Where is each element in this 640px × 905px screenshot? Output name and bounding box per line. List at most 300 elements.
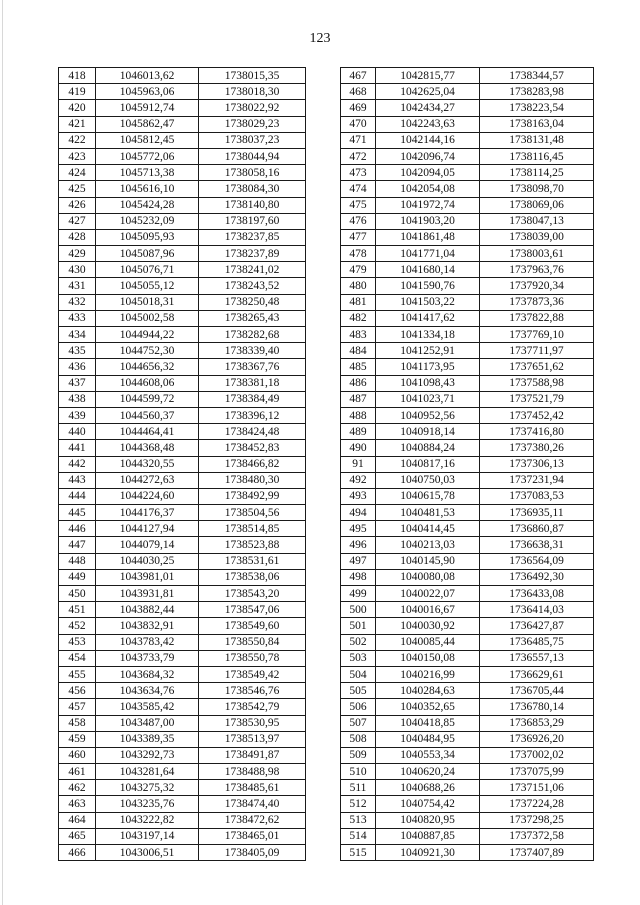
point-number-cell: 475: [341, 197, 376, 213]
table-row: [341, 796, 594, 812]
table-row: [59, 278, 306, 294]
point-number-cell: 453: [59, 634, 96, 650]
x-coordinate-cell: 1045963,06: [96, 84, 199, 100]
y-coordinate-cell: 1738466,82: [199, 456, 306, 472]
y-coordinate-cell: 1738543,20: [199, 586, 306, 602]
x-coordinate-cell: 1045002,58: [96, 310, 199, 326]
y-coordinate-cell: 1738140,80: [199, 197, 306, 213]
y-coordinate-cell: 1738492,99: [199, 488, 306, 504]
point-number-cell: 444: [59, 488, 96, 504]
x-coordinate-cell: 1040750,03: [376, 472, 480, 488]
table-row: [341, 845, 594, 861]
table-row: [341, 618, 594, 634]
x-coordinate-cell: 1045055,12: [96, 278, 199, 294]
x-coordinate-cell: 1043832,91: [96, 618, 199, 634]
x-coordinate-cell: 1044079,14: [96, 537, 199, 553]
table-row: [341, 197, 594, 213]
y-coordinate-cell: 1736414,03: [480, 602, 594, 618]
table-row: [59, 650, 306, 666]
x-coordinate-cell: 1040418,85: [376, 715, 480, 731]
point-number-cell: 469: [341, 100, 376, 116]
point-number-cell: 426: [59, 197, 96, 213]
y-coordinate-cell: 1738531,61: [199, 553, 306, 569]
x-coordinate-cell: 1043275,32: [96, 780, 199, 796]
table-row: [59, 796, 306, 812]
table-row: [341, 424, 594, 440]
y-coordinate-cell: 1738424,48: [199, 424, 306, 440]
point-number-cell: 462: [59, 780, 96, 796]
point-number-cell: 486: [341, 375, 376, 391]
point-number-cell: 439: [59, 407, 96, 423]
point-number-cell: 459: [59, 731, 96, 747]
y-coordinate-cell: 1738546,76: [199, 683, 306, 699]
x-coordinate-cell: 1043197,14: [96, 828, 199, 844]
table-row: [59, 375, 306, 391]
x-coordinate-cell: 1040620,24: [376, 764, 480, 780]
point-number-cell: 494: [341, 505, 376, 521]
x-coordinate-cell: 1044608,06: [96, 375, 199, 391]
point-number-cell: 476: [341, 213, 376, 229]
point-number-cell: 421: [59, 116, 96, 132]
point-number-cell: 515: [341, 845, 376, 861]
y-coordinate-cell: 1737651,62: [480, 359, 594, 375]
table-row: [59, 553, 306, 569]
point-number-cell: 434: [59, 327, 96, 343]
point-number-cell: 474: [341, 181, 376, 197]
table-row: [59, 731, 306, 747]
x-coordinate-cell: 1040030,92: [376, 618, 480, 634]
y-coordinate-cell: 1737151,06: [480, 780, 594, 796]
y-coordinate-cell: 1738018,30: [199, 84, 306, 100]
table-row: [341, 327, 594, 343]
point-number-cell: 445: [59, 505, 96, 521]
point-number-cell: 467: [341, 68, 376, 84]
table-row: [59, 165, 306, 181]
point-number-cell: 484: [341, 343, 376, 359]
point-number-cell: 448: [59, 553, 96, 569]
point-number-cell: 443: [59, 472, 96, 488]
table-row: [341, 213, 594, 229]
table-row: [341, 683, 594, 699]
x-coordinate-cell: 1040414,45: [376, 521, 480, 537]
y-coordinate-cell: 1738339,40: [199, 343, 306, 359]
table-row: [341, 456, 594, 472]
x-coordinate-cell: 1045772,06: [96, 148, 199, 164]
table-row: [59, 747, 306, 763]
coordinates-table-left: [58, 67, 306, 861]
point-number-cell: 435: [59, 343, 96, 359]
table-row: [59, 197, 306, 213]
point-number-cell: 440: [59, 424, 96, 440]
x-coordinate-cell: 1042434,27: [376, 100, 480, 116]
point-number-cell: 481: [341, 294, 376, 310]
x-coordinate-cell: 1041173,95: [376, 359, 480, 375]
x-coordinate-cell: 1044599,72: [96, 391, 199, 407]
table-row: [59, 310, 306, 326]
x-coordinate-cell: 1041252,91: [376, 343, 480, 359]
point-number-cell: 492: [341, 472, 376, 488]
table-row: [59, 634, 306, 650]
x-coordinate-cell: 1044224,60: [96, 488, 199, 504]
y-coordinate-cell: 1738504,56: [199, 505, 306, 521]
table-row: [59, 100, 306, 116]
point-number-cell: 480: [341, 278, 376, 294]
table-row: [59, 132, 306, 148]
y-coordinate-cell: 1738116,45: [480, 148, 594, 164]
x-coordinate-cell: 1040284,63: [376, 683, 480, 699]
y-coordinate-cell: 1738550,84: [199, 634, 306, 650]
x-coordinate-cell: 1043981,01: [96, 569, 199, 585]
y-coordinate-cell: 1737380,26: [480, 440, 594, 456]
point-number-cell: 512: [341, 796, 376, 812]
point-number-cell: 452: [59, 618, 96, 634]
x-coordinate-cell: 1041903,20: [376, 213, 480, 229]
y-coordinate-cell: 1738058,16: [199, 165, 306, 181]
table-row: [341, 505, 594, 521]
point-number-cell: 447: [59, 537, 96, 553]
coordinates-table-right: [340, 67, 594, 861]
y-coordinate-cell: 1737224,28: [480, 796, 594, 812]
table-row: [59, 440, 306, 456]
point-number-cell: 424: [59, 165, 96, 181]
point-number-cell: 485: [341, 359, 376, 375]
y-coordinate-cell: 1738131,48: [480, 132, 594, 148]
scan-edge-line: [2, 0, 3, 905]
table-row: [341, 246, 594, 262]
y-coordinate-cell: 1738472,62: [199, 812, 306, 828]
x-coordinate-cell: 1043585,42: [96, 699, 199, 715]
x-coordinate-cell: 1044752,30: [96, 343, 199, 359]
x-coordinate-cell: 1040481,53: [376, 505, 480, 521]
y-coordinate-cell: 1737822,88: [480, 310, 594, 326]
x-coordinate-cell: 1043783,42: [96, 634, 199, 650]
y-coordinate-cell: 1738282,68: [199, 327, 306, 343]
point-number-cell: 489: [341, 424, 376, 440]
point-number-cell: 496: [341, 537, 376, 553]
table-row: [341, 84, 594, 100]
point-number-cell: 470: [341, 116, 376, 132]
table-row: [59, 116, 306, 132]
x-coordinate-cell: 1044176,37: [96, 505, 199, 521]
x-coordinate-cell: 1045095,93: [96, 229, 199, 245]
x-coordinate-cell: 1045424,28: [96, 197, 199, 213]
x-coordinate-cell: 1040918,14: [376, 424, 480, 440]
y-coordinate-cell: 1736853,29: [480, 715, 594, 731]
point-number-cell: 91: [341, 456, 376, 472]
x-coordinate-cell: 1043389,35: [96, 731, 199, 747]
table-row: [59, 294, 306, 310]
point-number-cell: 420: [59, 100, 96, 116]
y-coordinate-cell: 1737075,99: [480, 764, 594, 780]
y-coordinate-cell: 1738044,94: [199, 148, 306, 164]
y-coordinate-cell: 1738491,87: [199, 747, 306, 763]
table-row: [59, 812, 306, 828]
point-number-cell: 427: [59, 213, 96, 229]
y-coordinate-cell: 1736492,30: [480, 569, 594, 585]
point-number-cell: 495: [341, 521, 376, 537]
y-coordinate-cell: 1736629,61: [480, 666, 594, 682]
x-coordinate-cell: 1042094,05: [376, 165, 480, 181]
point-number-cell: 456: [59, 683, 96, 699]
x-coordinate-cell: 1045812,45: [96, 132, 199, 148]
y-coordinate-cell: 1737083,53: [480, 488, 594, 504]
page-number: 123: [309, 31, 331, 46]
x-coordinate-cell: 1044368,48: [96, 440, 199, 456]
point-number-cell: 503: [341, 650, 376, 666]
point-number-cell: 507: [341, 715, 376, 731]
y-coordinate-cell: 1736926,20: [480, 731, 594, 747]
y-coordinate-cell: 1737920,34: [480, 278, 594, 294]
table-row: [59, 602, 306, 618]
y-coordinate-cell: 1736638,31: [480, 537, 594, 553]
table-row: [59, 68, 306, 84]
table-row: [341, 165, 594, 181]
table-row: [59, 828, 306, 844]
y-coordinate-cell: 1738098,70: [480, 181, 594, 197]
point-number-cell: 513: [341, 812, 376, 828]
y-coordinate-cell: 1738197,60: [199, 213, 306, 229]
y-coordinate-cell: 1736557,13: [480, 650, 594, 666]
table-row: [341, 521, 594, 537]
point-number-cell: 483: [341, 327, 376, 343]
x-coordinate-cell: 1042096,74: [376, 148, 480, 164]
y-coordinate-cell: 1736564,09: [480, 553, 594, 569]
point-number-cell: 471: [341, 132, 376, 148]
table-row: [341, 699, 594, 715]
point-number-cell: 425: [59, 181, 96, 197]
y-coordinate-cell: 1738022,92: [199, 100, 306, 116]
point-number-cell: 451: [59, 602, 96, 618]
y-coordinate-cell: 1737963,76: [480, 262, 594, 278]
y-coordinate-cell: 1738550,78: [199, 650, 306, 666]
coordinates-table-right-body: [341, 68, 594, 861]
y-coordinate-cell: 1737588,98: [480, 375, 594, 391]
y-coordinate-cell: 1738029,23: [199, 116, 306, 132]
y-coordinate-cell: 1737452,42: [480, 407, 594, 423]
table-row: [341, 343, 594, 359]
point-number-cell: 473: [341, 165, 376, 181]
table-row: [341, 537, 594, 553]
y-coordinate-cell: 1736935,11: [480, 505, 594, 521]
table-row: [59, 666, 306, 682]
y-coordinate-cell: 1738485,61: [199, 780, 306, 796]
table-row: [59, 780, 306, 796]
x-coordinate-cell: 1040145,90: [376, 553, 480, 569]
point-number-cell: 441: [59, 440, 96, 456]
table-row: [59, 618, 306, 634]
x-coordinate-cell: 1041861,48: [376, 229, 480, 245]
x-coordinate-cell: 1041023,71: [376, 391, 480, 407]
y-coordinate-cell: 1736485,75: [480, 634, 594, 650]
point-number-cell: 477: [341, 229, 376, 245]
table-row: [341, 666, 594, 682]
x-coordinate-cell: 1042144,16: [376, 132, 480, 148]
table-row: [59, 359, 306, 375]
table-row: [341, 828, 594, 844]
x-coordinate-cell: 1044272,63: [96, 472, 199, 488]
point-number-cell: 497: [341, 553, 376, 569]
table-row: [59, 715, 306, 731]
x-coordinate-cell: 1041417,62: [376, 310, 480, 326]
table-row: [59, 391, 306, 407]
x-coordinate-cell: 1044030,25: [96, 553, 199, 569]
table-row: [341, 229, 594, 245]
point-number-cell: 479: [341, 262, 376, 278]
x-coordinate-cell: 1041503,22: [376, 294, 480, 310]
x-coordinate-cell: 1045087,96: [96, 246, 199, 262]
table-row: [341, 294, 594, 310]
point-number-cell: 478: [341, 246, 376, 262]
point-number-cell: 498: [341, 569, 376, 585]
y-coordinate-cell: 1738283,98: [480, 84, 594, 100]
y-coordinate-cell: 1738344,57: [480, 68, 594, 84]
y-coordinate-cell: 1736860,87: [480, 521, 594, 537]
point-number-cell: 438: [59, 391, 96, 407]
x-coordinate-cell: 1040484,95: [376, 731, 480, 747]
x-coordinate-cell: 1041680,14: [376, 262, 480, 278]
y-coordinate-cell: 1738480,30: [199, 472, 306, 488]
point-number-cell: 431: [59, 278, 96, 294]
y-coordinate-cell: 1738530,95: [199, 715, 306, 731]
point-number-cell: 454: [59, 650, 96, 666]
table-row: [341, 634, 594, 650]
y-coordinate-cell: 1738039,00: [480, 229, 594, 245]
table-row: [341, 747, 594, 763]
table-row: [59, 537, 306, 553]
table-row: [341, 132, 594, 148]
point-number-cell: 465: [59, 828, 96, 844]
coordinates-table-left-body: [59, 68, 306, 861]
point-number-cell: 464: [59, 812, 96, 828]
point-number-cell: 472: [341, 148, 376, 164]
table-row: [59, 84, 306, 100]
x-coordinate-cell: 1043222,82: [96, 812, 199, 828]
y-coordinate-cell: 1737306,13: [480, 456, 594, 472]
x-coordinate-cell: 1043235,76: [96, 796, 199, 812]
x-coordinate-cell: 1044464,41: [96, 424, 199, 440]
table-row: [341, 472, 594, 488]
y-coordinate-cell: 1737002,02: [480, 747, 594, 763]
table-row: [341, 391, 594, 407]
x-coordinate-cell: 1043487,00: [96, 715, 199, 731]
y-coordinate-cell: 1738538,06: [199, 569, 306, 585]
table-row: [341, 780, 594, 796]
y-coordinate-cell: 1738084,30: [199, 181, 306, 197]
table-row: [59, 505, 306, 521]
point-number-cell: 461: [59, 764, 96, 780]
x-coordinate-cell: 1040820,95: [376, 812, 480, 828]
point-number-cell: 508: [341, 731, 376, 747]
x-coordinate-cell: 1040688,26: [376, 780, 480, 796]
x-coordinate-cell: 1044944,22: [96, 327, 199, 343]
x-coordinate-cell: 1043634,76: [96, 683, 199, 699]
y-coordinate-cell: 1738003,61: [480, 246, 594, 262]
x-coordinate-cell: 1043882,44: [96, 602, 199, 618]
x-coordinate-cell: 1040085,44: [376, 634, 480, 650]
point-number-cell: 460: [59, 747, 96, 763]
point-number-cell: 437: [59, 375, 96, 391]
y-coordinate-cell: 1738452,83: [199, 440, 306, 456]
x-coordinate-cell: 1041590,76: [376, 278, 480, 294]
table-row: [341, 731, 594, 747]
x-coordinate-cell: 1040213,03: [376, 537, 480, 553]
x-coordinate-cell: 1041098,43: [376, 375, 480, 391]
point-number-cell: 505: [341, 683, 376, 699]
point-number-cell: 482: [341, 310, 376, 326]
table-row: [341, 262, 594, 278]
y-coordinate-cell: 1738547,06: [199, 602, 306, 618]
x-coordinate-cell: 1040080,08: [376, 569, 480, 585]
x-coordinate-cell: 1042243,63: [376, 116, 480, 132]
y-coordinate-cell: 1737521,79: [480, 391, 594, 407]
y-coordinate-cell: 1736433,08: [480, 586, 594, 602]
point-number-cell: 488: [341, 407, 376, 423]
x-coordinate-cell: 1040921,30: [376, 845, 480, 861]
table-row: [59, 764, 306, 780]
y-coordinate-cell: 1736705,44: [480, 683, 594, 699]
point-number-cell: 423: [59, 148, 96, 164]
x-coordinate-cell: 1043006,51: [96, 845, 199, 861]
x-coordinate-cell: 1046013,62: [96, 68, 199, 84]
y-coordinate-cell: 1738514,85: [199, 521, 306, 537]
point-number-cell: 442: [59, 456, 96, 472]
x-coordinate-cell: 1045616,10: [96, 181, 199, 197]
point-number-cell: 466: [59, 845, 96, 861]
table-row: [341, 181, 594, 197]
x-coordinate-cell: 1040022,07: [376, 586, 480, 602]
x-coordinate-cell: 1040884,24: [376, 440, 480, 456]
point-number-cell: 487: [341, 391, 376, 407]
table-row: [341, 553, 594, 569]
table-row: [341, 602, 594, 618]
table-row: [59, 569, 306, 585]
x-coordinate-cell: 1040615,78: [376, 488, 480, 504]
table-row: [341, 278, 594, 294]
table-row: [341, 764, 594, 780]
point-number-cell: 428: [59, 229, 96, 245]
point-number-cell: 510: [341, 764, 376, 780]
point-number-cell: 457: [59, 699, 96, 715]
point-number-cell: 502: [341, 634, 376, 650]
x-coordinate-cell: 1042815,77: [376, 68, 480, 84]
table-row: [341, 148, 594, 164]
table-row: [341, 650, 594, 666]
y-coordinate-cell: 1738405,09: [199, 845, 306, 861]
x-coordinate-cell: 1043684,32: [96, 666, 199, 682]
x-coordinate-cell: 1044320,55: [96, 456, 199, 472]
table-row: [59, 407, 306, 423]
y-coordinate-cell: 1738367,76: [199, 359, 306, 375]
x-coordinate-cell: 1041771,04: [376, 246, 480, 262]
x-coordinate-cell: 1045862,47: [96, 116, 199, 132]
point-number-cell: 511: [341, 780, 376, 796]
y-coordinate-cell: 1737407,89: [480, 845, 594, 861]
x-coordinate-cell: 1044560,37: [96, 407, 199, 423]
point-number-cell: 514: [341, 828, 376, 844]
table-row: [59, 699, 306, 715]
y-coordinate-cell: 1737873,36: [480, 294, 594, 310]
point-number-cell: 446: [59, 521, 96, 537]
x-coordinate-cell: 1043931,81: [96, 586, 199, 602]
y-coordinate-cell: 1738265,43: [199, 310, 306, 326]
point-number-cell: 509: [341, 747, 376, 763]
y-coordinate-cell: 1738223,54: [480, 100, 594, 116]
point-number-cell: 458: [59, 715, 96, 731]
table-row: [341, 68, 594, 84]
table-row: [341, 375, 594, 391]
y-coordinate-cell: 1738047,13: [480, 213, 594, 229]
point-number-cell: 433: [59, 310, 96, 326]
